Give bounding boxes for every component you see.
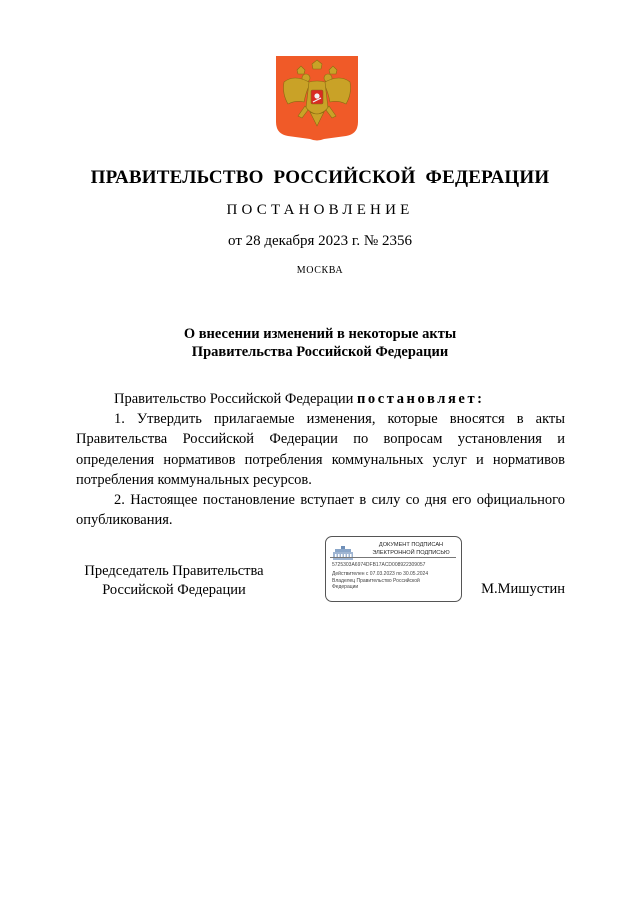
signatory-position-line-1: Председатель Правительства (84, 563, 264, 579)
government-title: ПРАВИТЕЛЬСТВО РОССИЙСКОЙ ФЕДЕРАЦИИ (90, 167, 550, 188)
document-body (76, 389, 565, 530)
electronic-signature-stamp (325, 536, 462, 602)
item-2-paragraph: 2. Настоящее постановление вступает в силу со дня его официального опубликования. (76, 492, 565, 529)
intro-text: Правительство Российской Федерации (114, 391, 357, 407)
stamp-title-line-2: ЭЛЕКТРОННОЙ ПОДПИСЬЮ (372, 549, 450, 556)
government-building-icon (332, 545, 354, 561)
signatory-name: М.Мишустин (481, 581, 565, 597)
stamp-owner-line-1: Владелец Правительство Российской (332, 578, 420, 584)
stamp-certificate: 5725303A6974DFB17ACD008922309057 (332, 562, 426, 568)
subject-line-1: О внесении изменений в некоторые акты (183, 326, 457, 342)
state-emblem-icon (276, 56, 358, 142)
stamp-divider (330, 557, 456, 558)
stamp-title-line-1: ДОКУМЕНТ ПОДПИСАН (378, 542, 444, 548)
document-city: МОСКВА (296, 265, 344, 276)
signatory-position (76, 562, 272, 599)
stamp-owner-line-2: Федерации (332, 584, 359, 590)
intro-paragraph (76, 389, 565, 409)
document-date-number: от 28 декабря 2023 г. № 2356 (228, 233, 412, 249)
stamp-validity: Действителен с 07.03.2023 по 30.05.2024 (332, 571, 429, 577)
document-subject (0, 325, 640, 361)
signatory-position-line-2: Российской Федерации (102, 581, 246, 598)
item-1-paragraph: 1. Утвердить прилагаемые изменения, которые вносятся в акты Правительства Российской Федерации по вопросам установления и определения нормативов потребления коммунальных услуг и нормативов потребления коммунальных ресурсов. (76, 411, 565, 488)
document-type: ПОСТАНОВЛЕНИЕ (226, 202, 414, 218)
decree-verb: постановляет: (356, 391, 485, 407)
subject-line-2: Правительства Российской Федерации (191, 344, 449, 360)
stamp-title (364, 542, 458, 558)
